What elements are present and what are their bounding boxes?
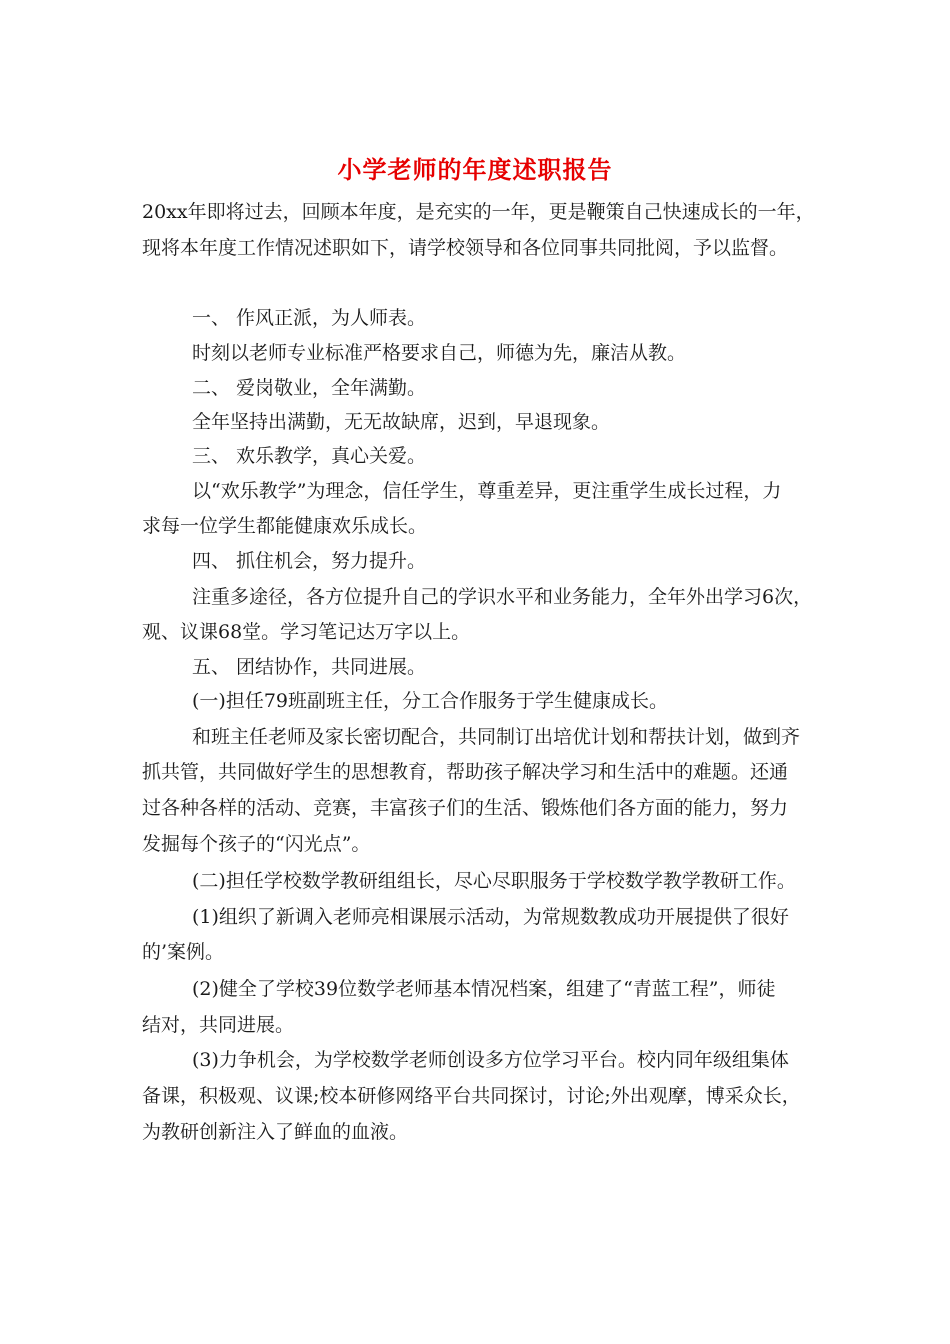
paragraph-line: 时刻以老师专业标准严格要求自己，师德为先，廉洁从教。 [192, 342, 687, 364]
subsection-heading: (二)担任学校数学教研组组长，尽心尽职服务于学校数学教学教研工作。 [192, 870, 796, 892]
paragraph-line: 发掘每个孩子的“闪光点”。 [142, 833, 371, 855]
list-item: (3)力争机会，为学校数学老师创设多方位学习平台。校内同年级组集体 [192, 1049, 789, 1071]
paragraph-line: 求每一位学生都能健康欢乐成长。 [142, 515, 428, 537]
section-heading-2: 二、 爱岗敬业，全年满勤。 [192, 377, 427, 399]
section-heading-1: 一、 作风正派，为人师表。 [192, 307, 427, 329]
paragraph-line: 抓共管，共同做好学生的思想教育，帮助孩子解决学习和生活中的难题。还通 [142, 761, 789, 783]
subsection-heading: (一)担任79班副班主任，分工合作服务于学生健康成长。 [192, 690, 669, 712]
paragraph-line: 以“欢乐教学”为理念，信任学生，尊重差异，更注重学生成长过程，力 [192, 480, 782, 502]
document-title: 小学老师的年度述职报告 [337, 155, 613, 184]
paragraph-line: 全年坚持出满勤，无无故缺席，迟到，早退现象。 [192, 411, 611, 433]
paragraph-line: 备课，积极观、议课;校本研修网络平台共同探讨，讨论;外出观摩，博采众长， [142, 1085, 801, 1107]
paragraph-line: 为教研创新注入了鲜血的血液。 [142, 1121, 409, 1143]
intro-line-1: 20xx年即将过去，回顾本年度，是充实的一年，更是鞭策自己快速成长的一年， [142, 201, 815, 223]
paragraph-line: 结对，共同进展。 [142, 1014, 295, 1036]
section-heading-4: 四、 抓住机会，努力提升。 [192, 550, 427, 572]
paragraph-line: 和班主任老师及家长密切配合，共同制订出培优计划和帮扶计划，做到齐 [192, 726, 801, 748]
list-item: (1)组织了新调入老师亮相课展示活动，为常规数教成功开展提供了很好 [192, 906, 789, 928]
paragraph-line: 过各种各样的活动、竞赛，丰富孩子们的生活、锻炼他们各方面的能力，努力 [142, 797, 789, 819]
list-item: (2)健全了学校39位数学老师基本情况档案，组建了“青蓝工程”，师徒 [192, 978, 776, 1000]
paragraph-line: 注重多途径，各方位提升自己的学识水平和业务能力，全年外出学习6次， [192, 586, 813, 608]
section-heading-5: 五、 团结协作，共同进展。 [192, 656, 427, 678]
section-heading-3: 三、 欢乐教学，真心关爱。 [192, 445, 427, 467]
paragraph-line: 观、议课68堂。学习笔记达万字以上。 [142, 621, 471, 643]
intro-line-2: 现将本年度工作情况述职如下，请学校领导和各位同事共同批阅，予以监督。 [142, 237, 789, 259]
paragraph-line: 的’案例。 [142, 941, 225, 963]
